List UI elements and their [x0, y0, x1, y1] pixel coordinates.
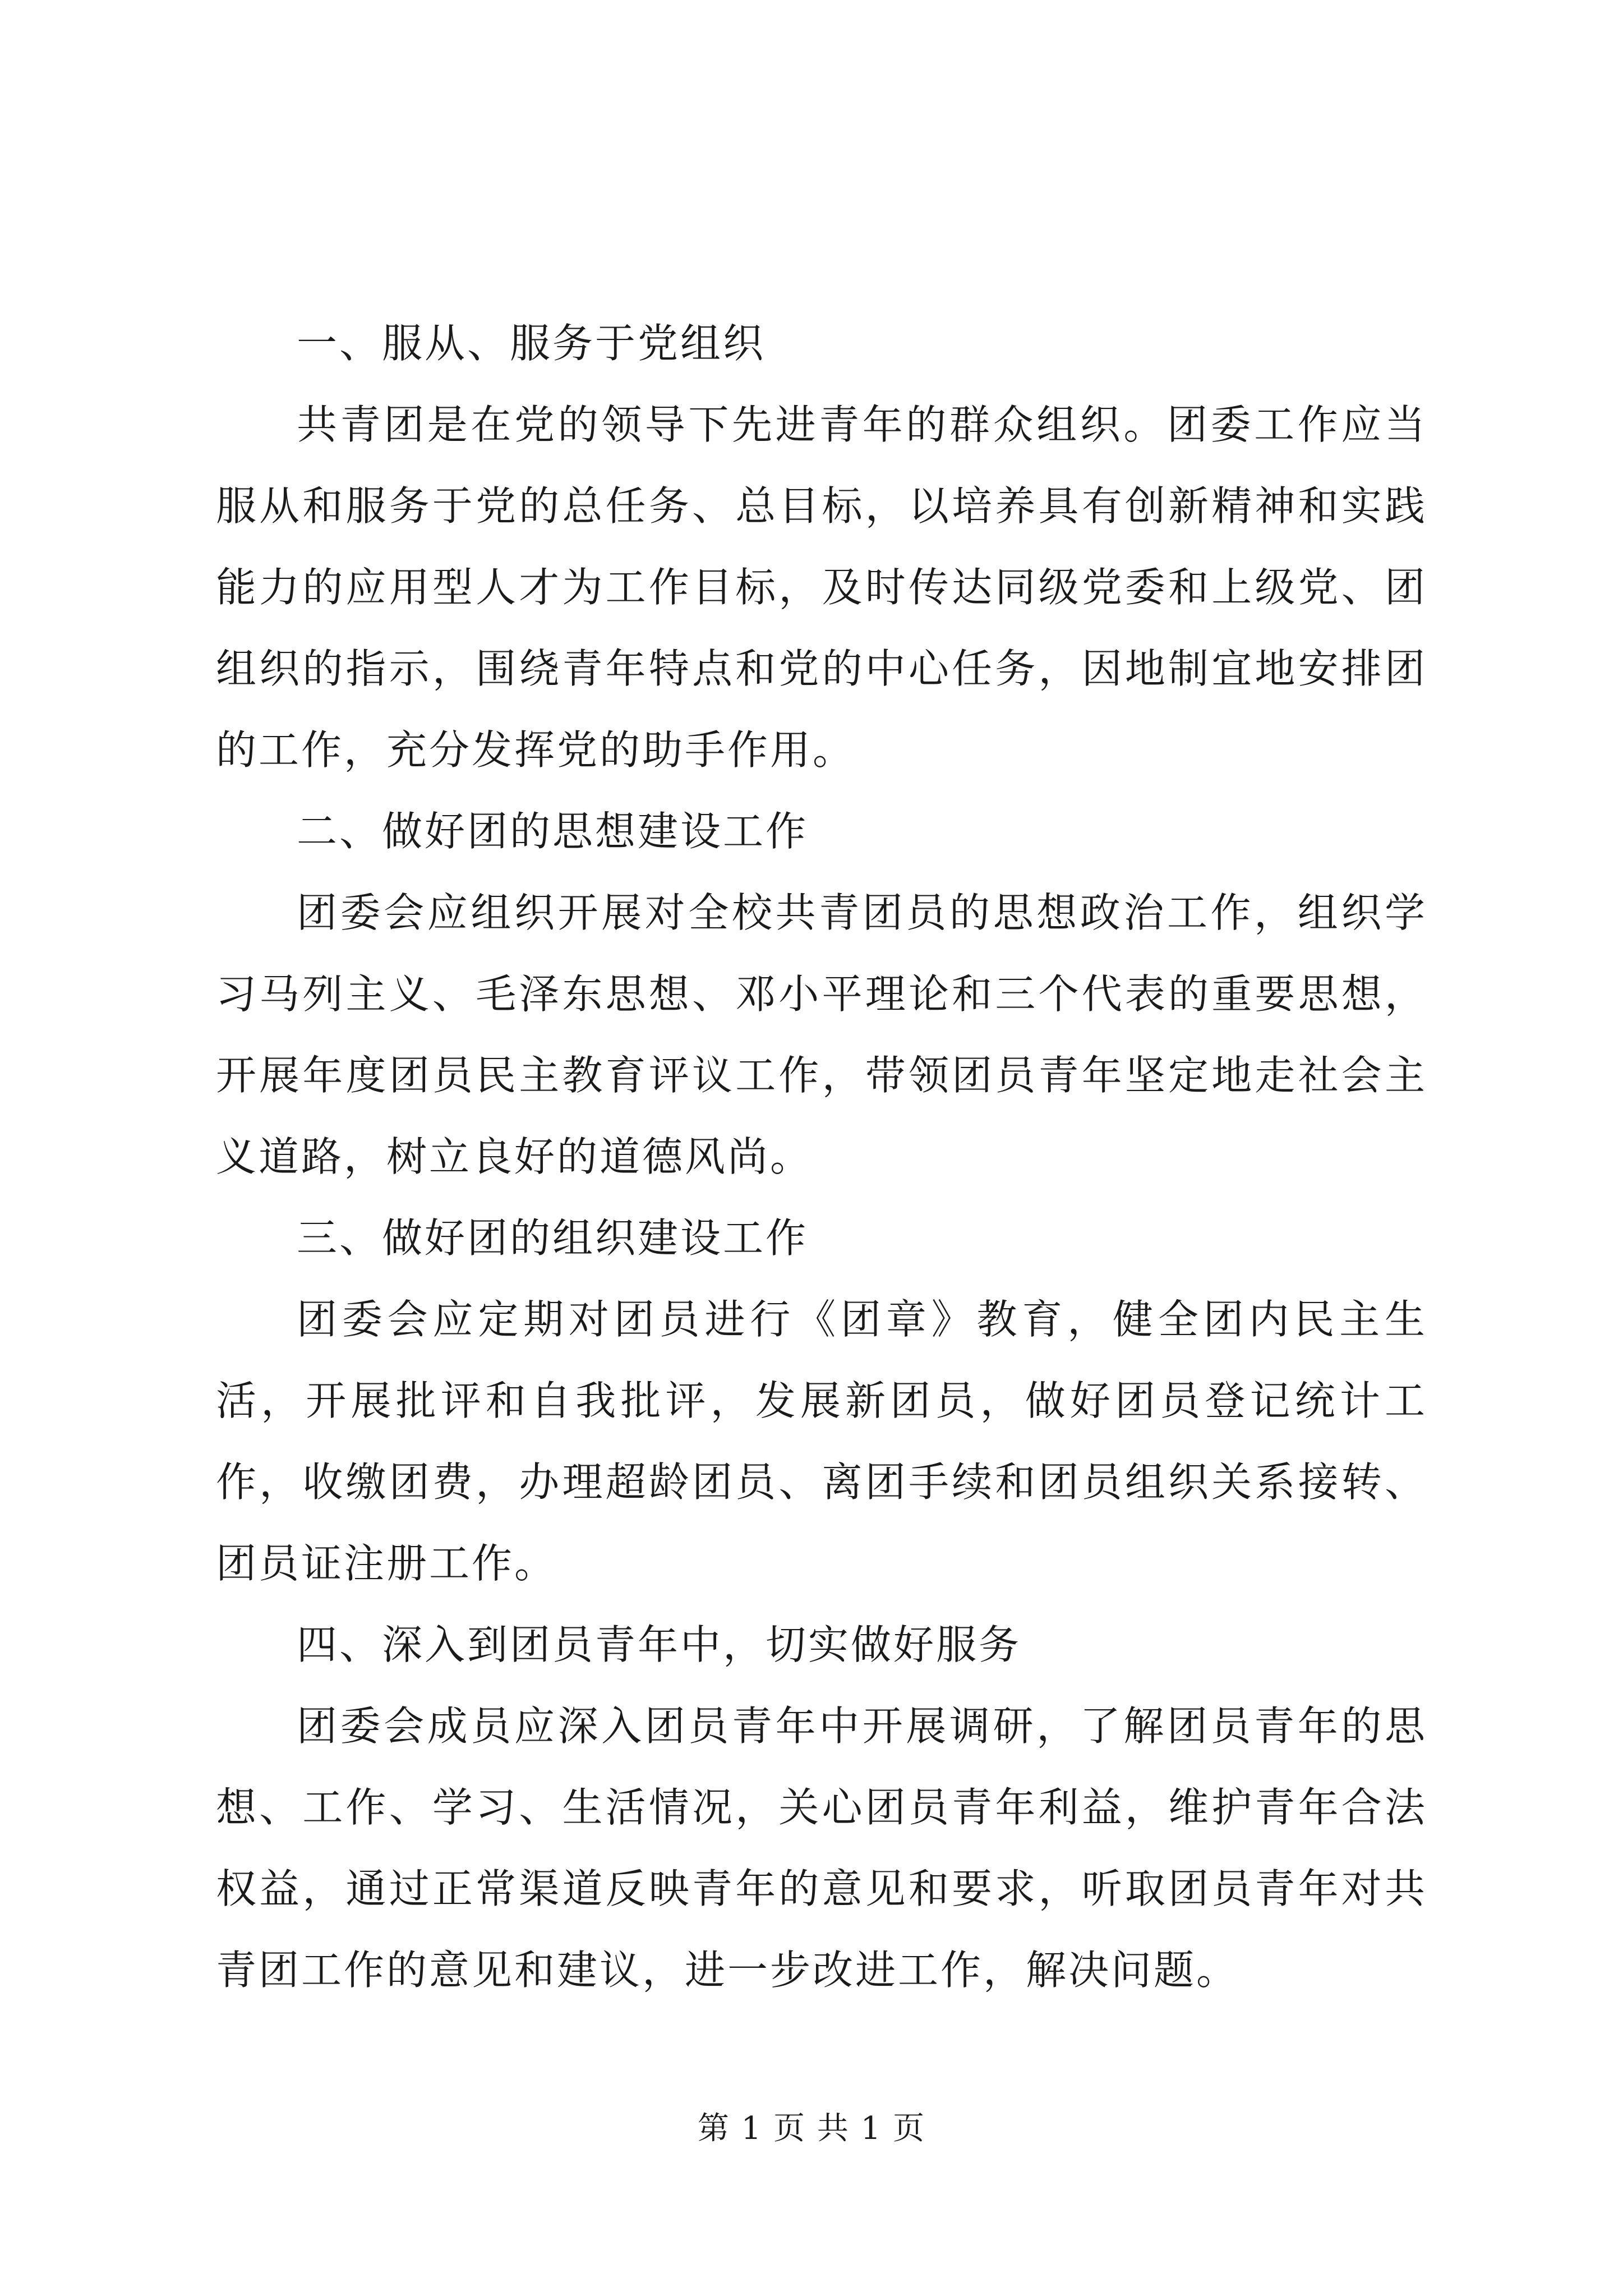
document-body [216, 303, 1427, 2011]
section-heading-2: 二、做好团的思想建设工作 [297, 808, 809, 855]
section-paragraph-4: 团委会成员应深入团员青年中开展调研，了解团员青年的思想、工作、学习、生活情况，关心团员青年利益，维护青年合法权益，通过正常渠道反映青年的意见和要求，听取团员青年对共青团工作的意见和建议，进一步改进工作，解决问题。 [216, 1703, 1427, 1994]
section-paragraph-2: 团委会应组织开展对全校共青团员的思想政治工作，组织学习马列主义、毛泽东思想、邓小平理论和三个代表的重要思想，开展年度团员民主教育评议工作，带领团员青年坚定地走社会主义道路，树立良好的道德风尚。 [216, 889, 1427, 1180]
section-paragraph-3: 团委会应定期对团员进行《团章》教育，健全团内民主生活，开展批评和自我批评，发展新团员，做好团员登记统计工作，收缴团费，办理超龄团员、离团手续和团员组织关系接转、团员证注册工作。 [216, 1296, 1427, 1587]
page-footer: 第 1 页 共 1 页 [697, 2110, 926, 2147]
section-paragraph-1: 共青团是在党的领导下先进青年的群众组织。团委工作应当服从和服务于党的总任务、总目标，以培养具有创新精神和实践能力的应用型人才为工作目标，及时传达同级党委和上级党、团组织的指示，围绕青年特点和党的中心任务，因地制宜地安排团的工作，充分发挥党的助手作用。 [216, 401, 1427, 774]
section-heading-3: 三、做好团的组织建设工作 [297, 1214, 809, 1262]
section-heading-4: 四、深入到团员青年中，切实做好服务 [297, 1621, 1022, 1668]
section-heading-1: 一、服从、服务于党组织 [297, 320, 766, 367]
